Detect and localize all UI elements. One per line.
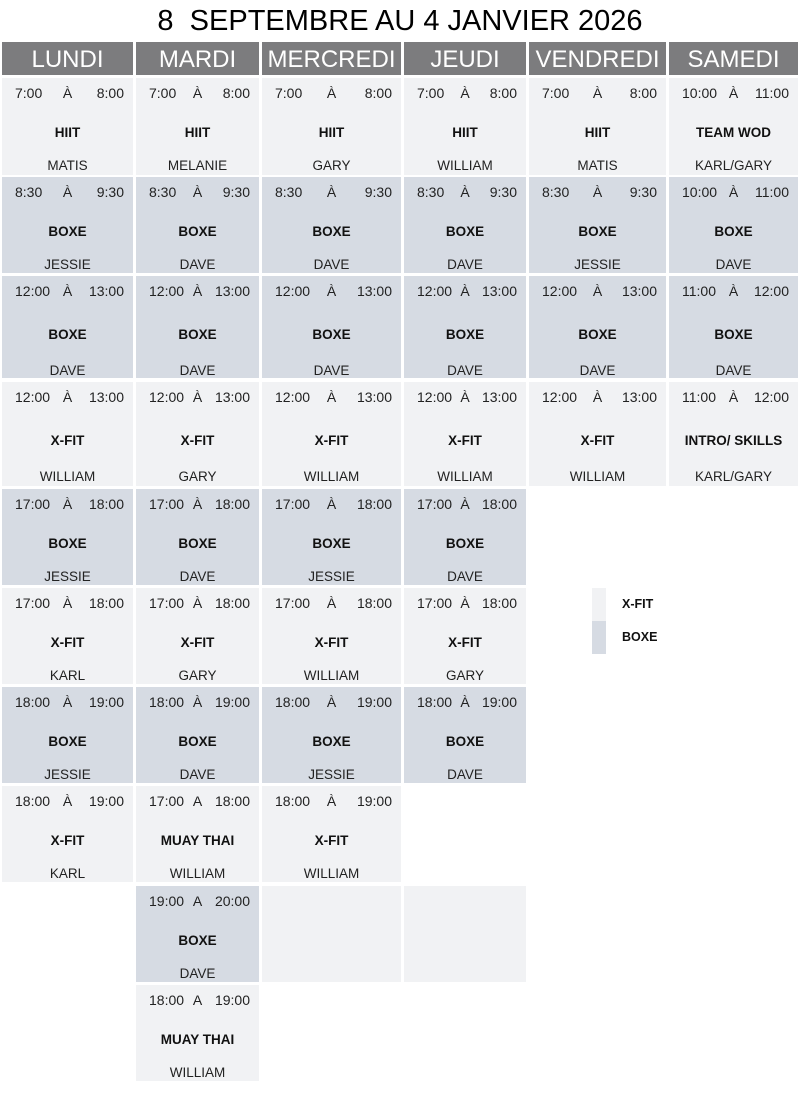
time-separator: À [728, 184, 739, 200]
end-time: 18:00 [88, 496, 124, 512]
time-separator: À [192, 389, 203, 405]
session-cell[interactable] [262, 588, 401, 684]
class-name: X-FIT [314, 635, 349, 650]
class-name: X-FIT [314, 833, 349, 848]
start-time: 8:30 [275, 184, 303, 200]
coach-name: DAVE [447, 257, 483, 272]
time-separator: À [192, 283, 203, 299]
legend-label-boxe: BOXE [622, 630, 658, 644]
end-time: 19:00 [214, 992, 250, 1008]
session-cell[interactable] [404, 177, 526, 273]
end-time: 8:00 [96, 85, 124, 101]
class-name: MUAY THAI [160, 833, 235, 848]
session-cell[interactable] [404, 382, 526, 486]
start-time: 7:00 [15, 85, 43, 101]
time-separator: À [192, 184, 203, 200]
time-separator: À [326, 85, 337, 101]
class-name: HIIT [54, 125, 81, 140]
class-name: X-FIT [50, 433, 85, 448]
start-time: 7:00 [149, 85, 177, 101]
end-time: 8:00 [364, 85, 392, 101]
session-cell[interactable] [404, 489, 526, 585]
start-time: 12:00 [149, 283, 185, 299]
time-separator: À [326, 283, 337, 299]
session-cell[interactable] [669, 177, 798, 273]
class-name: X-FIT [180, 635, 215, 650]
start-time: 12:00 [15, 283, 51, 299]
time-separator: À [326, 496, 337, 512]
end-time: 13:00 [356, 283, 392, 299]
coach-name: GARY [445, 668, 484, 683]
coach-name: JESSIE [308, 767, 355, 782]
coach-name: DAVE [313, 257, 350, 272]
start-time: 18:00 [15, 694, 51, 710]
class-name: BOXE [578, 327, 617, 342]
start-time: 10:00 [682, 85, 718, 101]
session-cell[interactable] [136, 588, 259, 684]
start-time: 12:00 [15, 389, 51, 405]
start-time: 12:00 [275, 283, 311, 299]
start-time: 12:00 [417, 389, 453, 405]
day-header-jeudi: JEUDI [404, 42, 526, 75]
class-name: BOXE [445, 536, 485, 551]
class-name: BOXE [312, 224, 351, 239]
session-cell[interactable] [404, 276, 526, 378]
class-name: BOXE [445, 224, 485, 239]
class-name: BOXE [714, 327, 753, 342]
session-cell[interactable] [136, 687, 259, 783]
time-separator: À [460, 595, 470, 611]
day-header-mercredi: MERCREDI [262, 42, 401, 75]
end-time: 12:00 [753, 283, 789, 299]
time-separator: À [62, 496, 73, 512]
time-separator: À [62, 283, 73, 299]
start-time: 7:00 [542, 85, 570, 101]
coach-name: JESSIE [44, 257, 91, 272]
coach-name: KARL [49, 866, 86, 881]
class-name: X-FIT [50, 635, 85, 650]
session-cell[interactable] [669, 78, 798, 175]
session-cell[interactable] [529, 382, 666, 486]
class-name: BOXE [178, 536, 217, 551]
time-separator: À [62, 389, 73, 405]
end-time: 18:00 [356, 496, 392, 512]
session-cell[interactable] [2, 78, 133, 175]
time-separator: À [326, 184, 337, 200]
start-time: 17:00 [417, 496, 453, 512]
time-separator: À [460, 389, 470, 405]
class-name: HIIT [584, 125, 611, 140]
coach-name: DAVE [447, 767, 483, 782]
start-time: 17:00 [15, 595, 51, 611]
session-cell[interactable] [529, 177, 666, 273]
session-cell[interactable] [2, 687, 133, 783]
coach-name: DAVE [179, 966, 216, 981]
time-separator: À [62, 694, 73, 710]
end-time: 13:00 [88, 389, 124, 405]
session-cell[interactable] [262, 177, 401, 273]
session-cell[interactable] [404, 588, 526, 684]
time-separator: À [460, 85, 470, 101]
coach-name: DAVE [179, 363, 216, 378]
coach-name: DAVE [313, 363, 350, 378]
class-name: BOXE [445, 327, 485, 342]
end-time: 13:00 [481, 283, 517, 299]
class-name: X-FIT [448, 635, 482, 650]
start-time: 8:30 [542, 184, 570, 200]
session-cell[interactable] [262, 687, 401, 783]
end-time: 11:00 [755, 85, 789, 101]
session-cell[interactable] [136, 382, 259, 486]
session-cell[interactable] [262, 276, 401, 378]
end-time: 13:00 [481, 389, 517, 405]
class-name: BOXE [178, 734, 217, 749]
class-name: BOXE [312, 734, 351, 749]
end-time: 19:00 [356, 694, 392, 710]
session-cell[interactable] [136, 78, 259, 175]
end-time: 19:00 [88, 793, 124, 809]
end-time: 9:30 [629, 184, 657, 200]
class-name: BOXE [178, 933, 217, 948]
start-time: 18:00 [275, 694, 311, 710]
session-cell[interactable] [136, 886, 259, 982]
day-header-mardi: MARDI [136, 42, 259, 75]
time-separator: À [592, 389, 603, 405]
coach-name: WILLIAM [169, 1065, 226, 1080]
start-time: 11:00 [682, 389, 716, 405]
session-cell[interactable] [136, 985, 259, 1081]
session-cell[interactable] [404, 78, 526, 175]
class-name: BOXE [578, 224, 617, 239]
class-name: BOXE [48, 224, 87, 239]
time-separator: À [460, 283, 470, 299]
end-time: 13:00 [356, 389, 392, 405]
time-separator: À [592, 184, 603, 200]
session-cell[interactable] [669, 382, 798, 486]
coach-name: MATIS [47, 158, 88, 173]
start-time: 8:30 [417, 184, 445, 200]
end-time: 13:00 [214, 389, 250, 405]
session-cell[interactable] [136, 276, 259, 378]
coach-name: MATIS [577, 158, 618, 173]
end-time: 9:30 [96, 184, 124, 200]
time-separator: À [728, 389, 739, 405]
start-time: 12:00 [275, 389, 311, 405]
time-separator: À [592, 283, 603, 299]
start-time: 12:00 [542, 283, 578, 299]
coach-name: KARL [49, 668, 86, 683]
time-separator: À [728, 85, 739, 101]
start-time: 19:00 [149, 893, 185, 909]
session-cell[interactable] [262, 382, 401, 486]
class-name: HIIT [318, 125, 345, 140]
class-name: MUAY THAI [160, 1032, 235, 1047]
time-separator: À [62, 595, 73, 611]
class-name: BOXE [312, 536, 351, 551]
coach-name: JESSIE [308, 569, 355, 584]
legend-swatch-boxe [592, 621, 606, 654]
time-separator: À [62, 793, 73, 809]
start-time: 18:00 [149, 992, 185, 1008]
start-time: 12:00 [542, 389, 578, 405]
session-cell[interactable] [262, 786, 401, 882]
class-name: X-FIT [314, 433, 349, 448]
time-separator: A [192, 992, 203, 1008]
session-cell[interactable] [2, 382, 133, 486]
time-separator: À [326, 595, 337, 611]
time-separator: À [460, 184, 470, 200]
session-cell[interactable] [262, 489, 401, 585]
coach-name: WILLIAM [303, 469, 360, 484]
class-name: BOXE [48, 327, 87, 342]
time-separator: À [192, 85, 203, 101]
day-header-vendredi: VENDREDI [529, 42, 666, 75]
time-separator: A [192, 793, 203, 809]
session-cell[interactable] [136, 177, 259, 273]
class-name: HIIT [184, 125, 211, 140]
empty-cell [262, 886, 401, 982]
coach-name: MELANIE [167, 158, 228, 173]
end-time: 19:00 [481, 694, 517, 710]
coach-name: WILLIAM [303, 668, 360, 683]
coach-name: WILLIAM [169, 866, 226, 881]
class-name: BOXE [178, 224, 217, 239]
start-time: 18:00 [275, 793, 311, 809]
empty-cell [404, 886, 526, 982]
coach-name: DAVE [179, 569, 216, 584]
day-header-samedi: SAMEDI [669, 42, 798, 75]
end-time: 13:00 [214, 283, 250, 299]
start-time: 10:00 [682, 184, 718, 200]
session-cell[interactable] [669, 276, 798, 378]
class-name: BOXE [178, 327, 217, 342]
start-time: 18:00 [417, 694, 453, 710]
session-cell[interactable] [136, 786, 259, 882]
class-name: TEAM WOD [696, 125, 771, 140]
end-time: 12:00 [753, 389, 789, 405]
end-time: 9:30 [489, 184, 517, 200]
start-time: 17:00 [417, 595, 453, 611]
class-name: INTRO/ SKILLS [684, 433, 783, 448]
coach-name: WILLIAM [303, 866, 360, 881]
coach-name: DAVE [447, 363, 483, 378]
start-time: 12:00 [417, 283, 453, 299]
session-cell[interactable] [2, 177, 133, 273]
class-name: BOXE [48, 536, 87, 551]
session-cell[interactable] [2, 588, 133, 684]
end-time: 8:00 [629, 85, 657, 101]
session-cell[interactable] [262, 78, 401, 175]
coach-name: WILLIAM [437, 469, 493, 484]
start-time: 17:00 [149, 496, 185, 512]
start-time: 7:00 [275, 85, 303, 101]
session-cell[interactable] [2, 489, 133, 585]
class-name: HIIT [452, 125, 478, 140]
class-name: X-FIT [580, 433, 615, 448]
coach-name: KARL/GARY [694, 158, 773, 173]
coach-name: KARL/GARY [694, 469, 773, 484]
time-separator: À [592, 85, 603, 101]
start-time: 17:00 [275, 595, 311, 611]
class-name: BOXE [714, 224, 753, 239]
coach-name: GARY [178, 668, 217, 683]
coach-name: JESSIE [44, 569, 91, 584]
end-time: 18:00 [214, 496, 250, 512]
end-time: 11:00 [755, 184, 789, 200]
time-separator: À [460, 694, 470, 710]
end-time: 18:00 [214, 793, 250, 809]
class-name: X-FIT [448, 433, 482, 448]
class-name: BOXE [445, 734, 485, 749]
day-header-lundi: LUNDI [2, 42, 133, 75]
end-time: 9:30 [222, 184, 250, 200]
time-separator: À [326, 793, 337, 809]
end-time: 8:00 [222, 85, 250, 101]
class-name: X-FIT [50, 833, 85, 848]
coach-name: GARY [312, 158, 351, 173]
coach-name: WILLIAM [39, 469, 96, 484]
start-time: 17:00 [275, 496, 311, 512]
coach-name: DAVE [715, 257, 752, 272]
end-time: 8:00 [489, 85, 517, 101]
start-time: 11:00 [682, 283, 716, 299]
time-separator: À [460, 496, 470, 512]
time-separator: À [326, 694, 337, 710]
start-time: 8:30 [149, 184, 177, 200]
class-name: X-FIT [180, 433, 215, 448]
time-separator: À [192, 694, 203, 710]
session-cell[interactable] [529, 78, 666, 175]
end-time: 13:00 [88, 283, 124, 299]
coach-name: WILLIAM [437, 158, 493, 173]
end-time: 9:30 [364, 184, 392, 200]
coach-name: DAVE [179, 767, 216, 782]
legend-swatch-xfit [592, 588, 606, 621]
time-separator: À [326, 389, 337, 405]
start-time: 12:00 [149, 389, 185, 405]
end-time: 18:00 [481, 496, 517, 512]
time-separator: À [728, 283, 739, 299]
start-time: 17:00 [149, 793, 185, 809]
end-time: 20:00 [214, 893, 250, 909]
coach-name: JESSIE [44, 767, 91, 782]
coach-name: GARY [178, 469, 217, 484]
start-time: 17:00 [149, 595, 185, 611]
end-time: 18:00 [214, 595, 250, 611]
start-time: 18:00 [15, 793, 51, 809]
end-time: 18:00 [88, 595, 124, 611]
coach-name: DAVE [715, 363, 752, 378]
end-time: 19:00 [88, 694, 124, 710]
legend-label-xfit: X-FIT [622, 597, 654, 611]
start-time: 8:30 [15, 184, 43, 200]
coach-name: DAVE [179, 257, 216, 272]
session-cell[interactable] [2, 786, 133, 882]
time-separator: À [62, 184, 73, 200]
session-cell[interactable] [2, 276, 133, 378]
time-separator: À [62, 85, 73, 101]
end-time: 13:00 [621, 389, 657, 405]
session-cell[interactable] [404, 687, 526, 783]
coach-name: WILLIAM [569, 469, 626, 484]
coach-name: DAVE [579, 363, 616, 378]
time-separator: A [192, 893, 203, 909]
end-time: 19:00 [214, 694, 250, 710]
page-title: 8 SEPTEMBRE AU 4 JANVIER 2026 [157, 5, 643, 37]
class-name: BOXE [48, 734, 87, 749]
session-cell[interactable] [529, 276, 666, 378]
time-separator: À [192, 496, 203, 512]
end-time: 18:00 [481, 595, 517, 611]
start-time: 18:00 [149, 694, 185, 710]
time-separator: À [192, 595, 203, 611]
start-time: 7:00 [417, 85, 445, 101]
coach-name: DAVE [447, 569, 483, 584]
coach-name: DAVE [49, 363, 86, 378]
session-cell[interactable] [136, 489, 259, 585]
end-time: 19:00 [356, 793, 392, 809]
end-time: 13:00 [621, 283, 657, 299]
end-time: 18:00 [356, 595, 392, 611]
start-time: 17:00 [15, 496, 51, 512]
class-name: BOXE [312, 327, 351, 342]
coach-name: JESSIE [574, 257, 621, 272]
